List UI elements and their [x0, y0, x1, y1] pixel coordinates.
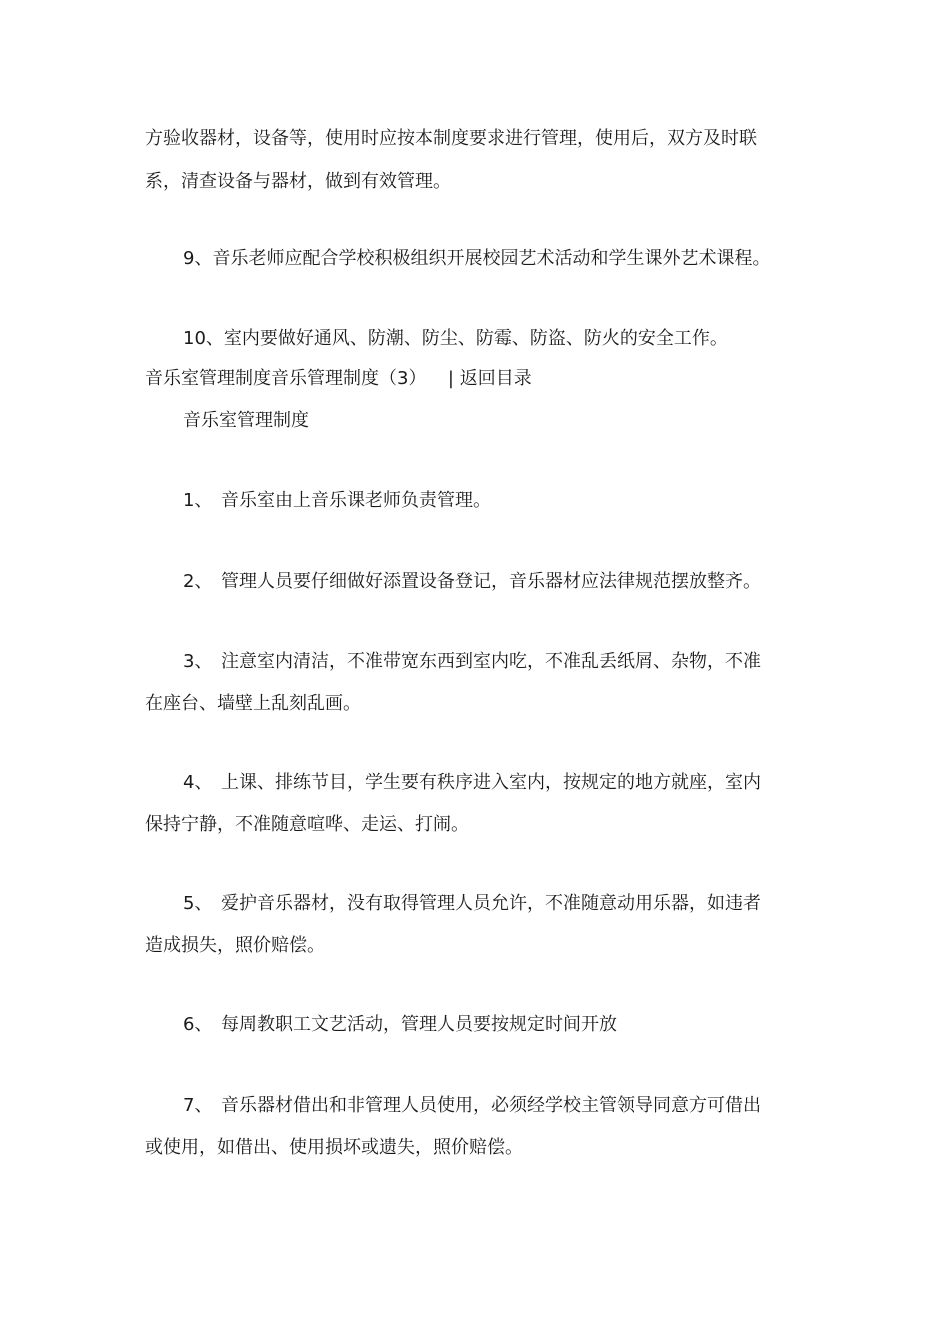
item-text-continued: 保持宁静，不准随意喧哗、走运、打闹。 — [145, 814, 469, 835]
item-number: 7、 — [183, 1095, 213, 1116]
section-subtitle: 音乐室管理制度 — [183, 410, 309, 431]
item-text: 每周教职工文艺活动，管理人员要按规定时间开放 — [221, 1014, 617, 1035]
section-heading — [145, 368, 532, 390]
item-9: 9、音乐老师应配合学校积极组织开展校园艺术活动和学生课外艺术课程。 — [183, 248, 771, 269]
item-text: 爱护音乐器材，没有取得管理人员允许，不准随意动用乐器，如违者 — [221, 893, 761, 914]
list-item — [183, 893, 761, 915]
paragraph-line: 系，清查设备与器材，做到有效管理。 — [145, 171, 451, 192]
item-text: 音乐室由上音乐课老师负责管理。 — [221, 490, 491, 511]
item-text: 管理人员要仔细做好添置设备登记，音乐器材应法律规范摆放整齐。 — [221, 571, 761, 592]
item-text: 音乐器材借出和非管理人员使用，必须经学校主管领导同意方可借出 — [221, 1095, 761, 1116]
item-number: 6、 — [183, 1014, 213, 1035]
item-number: 1、 — [183, 490, 213, 511]
list-item — [183, 772, 761, 794]
item-text-continued: 造成损失，照价赔偿。 — [145, 935, 325, 956]
item-text: 上课、排练节目，学生要有秩序进入室内，按规定的地方就座，室内 — [221, 772, 761, 793]
item-text-continued: 在座台、墙壁上乱刻乱画。 — [145, 693, 361, 714]
item-number: 5、 — [183, 893, 213, 914]
section-title: 音乐室管理制度音乐管理制度（3） — [145, 368, 427, 389]
item-number: 4、 — [183, 772, 213, 793]
list-item — [183, 1095, 761, 1117]
paragraph-line: 方验收器材，设备等，使用时应按本制度要求进行管理，使用后，双方及时联 — [145, 128, 757, 149]
item-10: 10、室内要做好通风、防潮、防尘、防霉、防盗、防火的安全工作。 — [183, 328, 728, 349]
list-item — [183, 571, 761, 593]
back-to-toc-link[interactable]: | 返回目录 — [447, 368, 532, 389]
list-item — [183, 490, 491, 512]
item-text-continued: 或使用，如借出、使用损坏或遗失，照价赔偿。 — [145, 1137, 523, 1158]
item-number: 3、 — [183, 651, 213, 672]
list-item — [183, 651, 761, 673]
list-item — [183, 1014, 617, 1036]
item-text: 注意室内清洁，不准带宽东西到室内吃，不准乱丢纸屑、杂物，不准 — [221, 651, 761, 672]
item-number: 2、 — [183, 571, 213, 592]
